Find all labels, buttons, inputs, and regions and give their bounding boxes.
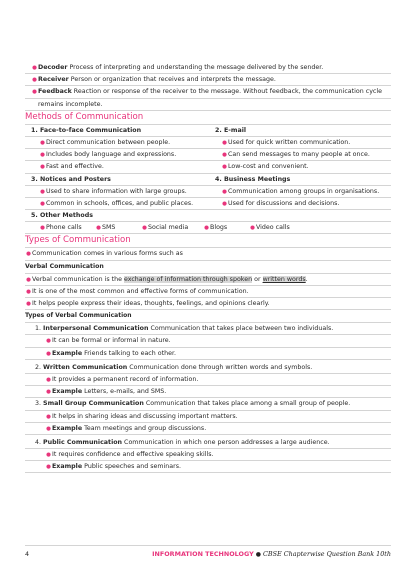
highlighted-text: written words [262,275,306,283]
bullet-icon: ● [96,225,101,232]
methods-row: 3. Notices and Posters 4. Business Meetings [25,174,391,186]
bullet-icon: ● [46,350,51,357]
footer-divider [25,545,391,546]
methods-row: 1. Face-to-face Communication 2. E-mail [25,125,391,137]
list-item: ●Example Friends talking to each other. [25,348,391,360]
bullet-icon: ● [40,188,45,195]
numbered-item: 3. Small Group Communication Communication that takes place among a small group of people. [25,398,391,410]
methods-row: 5. Other Methods [25,210,391,222]
bullet-icon: ● [40,225,45,232]
bullet-icon: ● [46,425,51,432]
bullet-icon: ● [204,225,209,232]
bullet-icon: ● [46,464,51,471]
numbered-item: 1. Interpersonal Communication Communication that takes place between two individuals. [25,323,391,335]
list-item: ●Feedback Reaction or response of the receiver to the message. Without feedback, the communication cycle [25,86,391,98]
bullet-icon: ● [26,288,31,295]
bullet-icon: ● [222,188,227,195]
list-item: ●Decoder Process of interpreting and understanding the message delivered by the sender. [25,62,391,74]
bullet-icon: ● [222,200,227,207]
bullet-icon: ● [40,152,45,159]
numbered-item: 2. Written Communication Communication done through written words and symbols. [25,362,391,374]
list-item: ●Example Team meetings and group discussions. [25,423,391,435]
subheading: Verbal Communication [25,261,391,274]
list-item: ●Verbal communication is the exchange of information through spoken or written words. [25,274,391,286]
list-item: ●Example Public speeches and seminars. [25,461,391,473]
bullet-icon: ● [250,225,255,232]
bullet-icon: ● [26,301,31,307]
list-item: ●It can be formal or informal in nature. [25,335,391,347]
bullet-icon: ● [46,338,51,345]
bullet-icon: ● [26,276,31,283]
bullet-icon: ● [222,152,227,159]
bullet-icon: ● [46,389,51,396]
list-item: ●It helps in sharing ideas and discussing important matters. [25,411,391,423]
footer-title: INFORMATION TECHNOLOGY ● CBSE Chapterwise Question Bank 10th [152,550,391,558]
bullet-icon: ● [26,251,31,258]
page-footer [25,548,391,560]
list-item: ●It requires confidence and effective speaking skills. [25,449,391,461]
methods-row: ●Fast and effective. ●Low-cost and convenient. [25,161,391,173]
bullet-icon: ● [40,200,45,207]
methods-row: ●Used to share information with large groups. ●Communication among groups in organisations. [25,186,391,198]
bullet-icon: ● [222,139,227,146]
bullet-icon: ● [40,139,45,146]
list-item: ●It is one of the most common and effective forms of communication. [25,286,391,298]
page-number: 4 [25,550,30,558]
highlighted-text: exchange of information through spoken [123,275,253,283]
bullet-icon: ● [46,376,51,383]
bullet-icon: ● [46,452,51,459]
methods-row: ●Direct communication between people. ●Used for quick written communication. [25,137,391,149]
methods-row: ●Common in schools, offices, and public places. ●Used for discussions and decisions. [25,198,391,210]
bullet-icon: ● [40,164,45,171]
dot-separator-icon: ● [255,551,261,558]
list-item: ●Communication comes in various forms such as [25,248,391,260]
subheading: Types of Verbal Communication [25,310,391,323]
list-item-continued: remains incomplete. [25,99,391,111]
bullet-icon: ● [32,89,37,96]
document-body [25,62,391,473]
bullet-icon: ● [46,413,51,420]
numbered-item: 4. Public Communication Communication in which one person addresses a large audience. [25,437,391,449]
section-heading: Methods of Communication [25,111,391,125]
section-heading: Types of Communication [25,234,391,248]
bullet-icon: ● [32,65,37,71]
bullet-icon: ● [222,164,227,171]
list-item: ●It provides a permanent record of information. [25,374,391,386]
methods-row: ●Phone calls ●SMS ●Social media ●Blogs ●Video calls [25,222,391,234]
bullet-icon: ● [32,77,37,84]
bullet-icon: ● [142,225,147,232]
list-item: ●It helps people express their ideas, thoughts, feelings, and opinions clearly. [25,298,391,310]
list-item: ●Example Letters, e-mails, and SMS. [25,386,391,398]
list-item: ●Receiver Person or organization that receives and interprets the message. [25,74,391,86]
methods-row: ●Includes body language and expressions. ●Can send messages to many people at once. [25,149,391,161]
